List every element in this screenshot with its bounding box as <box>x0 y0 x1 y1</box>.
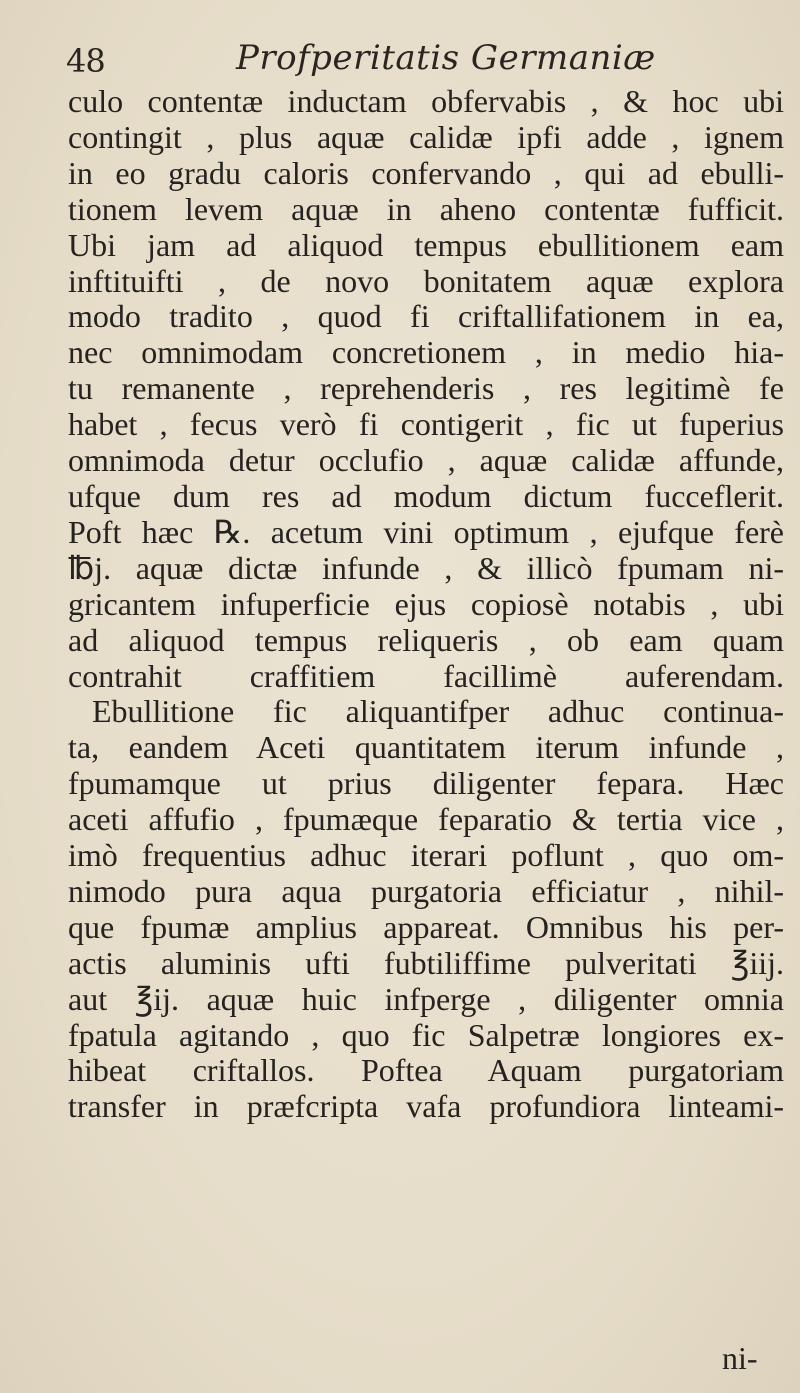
text-line: ℔j. aquæ dictæ infunde , & illicò fpumam ni- <box>68 550 784 586</box>
text-line: actis aluminis ufti fubtiliffime pulveritati ℥iij. <box>68 945 784 981</box>
text-line: nec omnimodam concretionem , in medio hia- <box>68 335 784 371</box>
text-line: ad aliquod tempus reliqueris , ob eam quam <box>68 622 784 658</box>
text-line: gricantem infuperficie ejus copiosè notabis , ubi <box>68 586 784 622</box>
text-line: aceti affufio , fpumæque feparatio & tertia vice , <box>68 802 784 838</box>
text-line: nimodo pura aqua purgatoria efficiatur , nihil- <box>68 873 784 909</box>
text-line: que fpumæ amplius appareat. Omnibus his per- <box>68 909 784 945</box>
text-line: contrahit craffitiem facillimè auferendam. <box>68 658 784 694</box>
text-line: habet , fecus verò fi contigerit , fic ut fuperius <box>68 407 784 443</box>
catchword: ni- <box>722 1340 758 1376</box>
body-text <box>68 84 784 1125</box>
page-number: 48 <box>66 42 105 80</box>
text-line: contingit , plus aquæ calidæ ipfi adde , ignem <box>68 119 784 155</box>
text-line: fpatula agitando , quo fic Salpetræ longiores ex- <box>68 1017 784 1053</box>
text-line: tu remanente , reprehenderis , res legitimè fe <box>68 371 784 407</box>
text-line: Ebullitione fic aliquantifper adhuc continua- <box>92 694 784 730</box>
text-line: Poft hæc ℞. acetum vini optimum , ejufque ferè <box>68 514 784 550</box>
text-line: inftituifti , de novo bonitatem aquæ explora <box>68 263 784 299</box>
text-line: aut ℥ij. aquæ huic infperge , diligenter omnia <box>68 981 784 1017</box>
text-line: fpumamque ut prius diligenter fepara. Hæc <box>68 766 784 802</box>
text-line: omnimoda detur occlufio , aquæ calidæ affunde, <box>68 443 784 479</box>
page-header <box>66 38 766 84</box>
text-line: ta, eandem Aceti quantitatem iterum infunde , <box>68 730 784 766</box>
text-line: hibeat criftallos. Poftea Aquam purgatoriam <box>68 1053 784 1089</box>
text-line: ufque dum res ad modum dictum fucceflerit. <box>68 478 784 514</box>
text-line: imò frequentius adhuc iterari poflunt , quo om- <box>68 838 784 874</box>
text-line: culo contentæ inductam obfervabis , & hoc ubi <box>68 84 784 119</box>
text-line: transfer in præfcripta vafa profundiora linteami- <box>68 1089 784 1125</box>
text-line: modo tradito , quod fi criftallifationem in ea, <box>68 299 784 335</box>
text-line: Ubi jam ad aliquod tempus ebullitionem eam <box>68 227 784 263</box>
text-line: in eo gradu caloris confervando , qui ad ebulli- <box>68 155 784 191</box>
running-title: Profperitatis Germaniæ <box>236 38 656 78</box>
text-line: tionem levem aquæ in aheno contentæ fufficit. <box>68 191 784 227</box>
